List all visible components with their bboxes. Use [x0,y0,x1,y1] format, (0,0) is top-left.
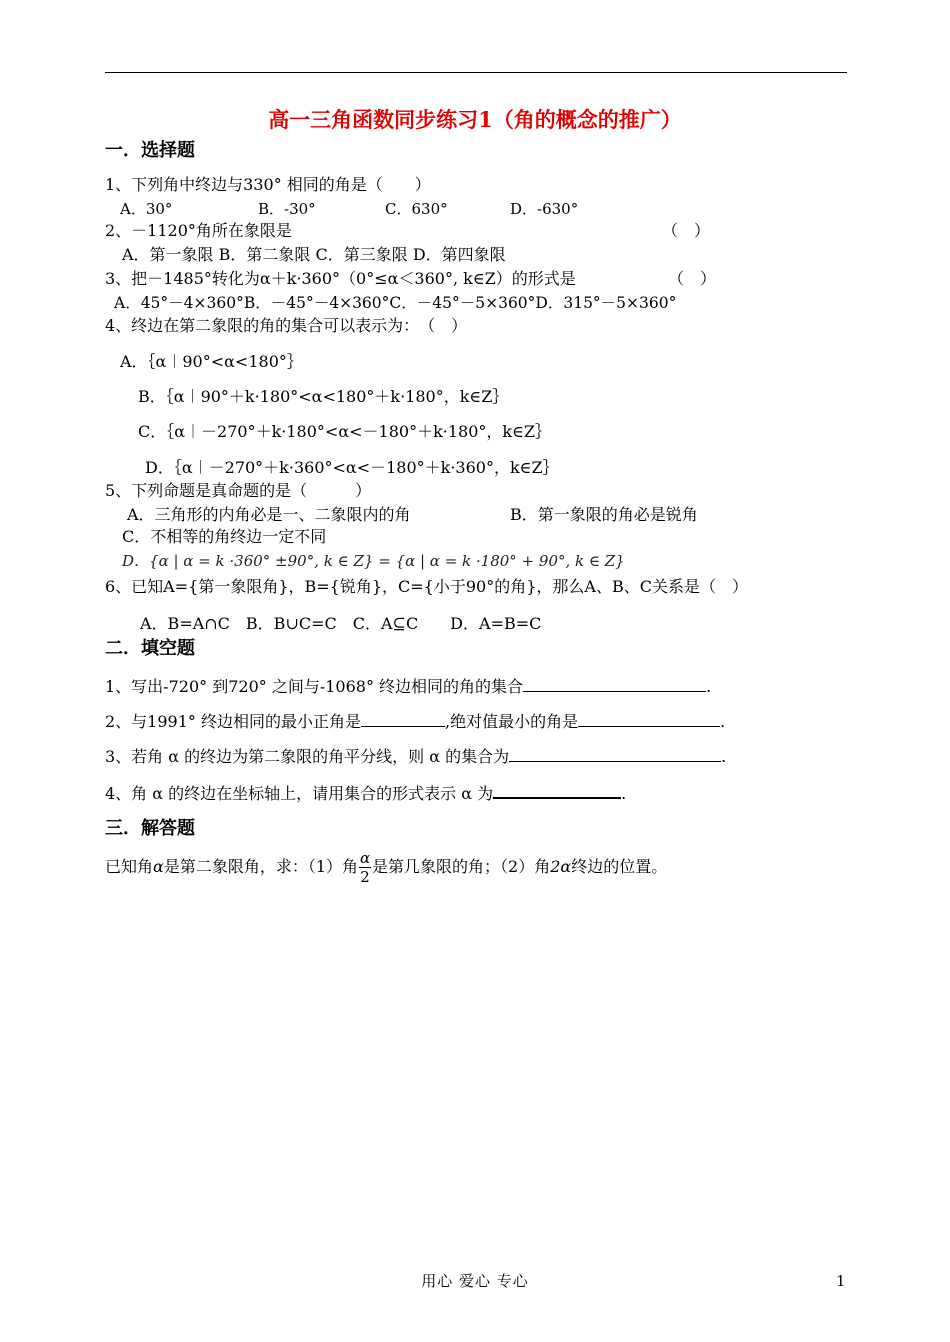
answer-fraction [359,850,371,885]
answer-fraction-denominator: 2 [360,868,370,886]
choice-q4-option-a: A．｛α︱90°<α<180°｝ [120,352,303,371]
fill-q3-period: . [721,747,727,766]
fill-q4 [105,782,626,804]
choice-q4: 4、终边在第二象限的角的集合可以表示为： （ ） [105,316,468,335]
choice-q3-paren: （ ） [668,269,717,288]
footer-text: 用心 爱心 专心 [421,1272,529,1290]
choice-q1-option-a: A．30° [120,200,173,218]
choice-q5-option-d: D．{α | α = k ·360° ±90°, k ∈ Z} = {α | α = k ·180° + 90°, k ∈ Z} [122,552,625,570]
choice-q3-options: A．45°－4×360°B．－45°－4×360°C．－45°－5×360°D．315°－5×360° [114,294,677,312]
choice-q1-option-b: B．-30° [258,200,316,218]
answer-two-alpha: 2α [550,857,572,876]
choice-q1-option-c: C．630° [385,200,448,218]
choice-q5-option-a: A．三角形的内角必是一、二象限内的角 [127,505,411,524]
fill-q2-period: . [720,712,726,731]
fill-q1-blank [523,676,706,692]
fill-q3 [105,746,726,767]
section-answer-heading: 三．解答题 [105,818,195,839]
choice-q5-option-b: B．第一象限的角必是锐角 [510,505,698,524]
answer-text-pre: 已知角 [105,857,154,876]
fill-q2 [105,711,725,732]
fill-q1 [105,676,711,697]
choice-q1: 1、下列角中终边与330° 相同的角是（ ） [105,175,431,194]
answer-text-mid2: 是第几象限的角；（2）角 [372,857,551,876]
fill-q4-text: 4、角 α 的终边在坐标轴上，请用集合的形式表示 α 为 [105,784,494,803]
answer-text-post: 终边的位置。 [571,857,668,876]
answer-fraction-numerator: α [359,849,371,867]
choice-q5: 5、下列命题是真命题的是（ ） [105,481,372,500]
fill-q4-blank [493,782,621,799]
choice-q2-options: A．第一象限 B．第二象限 C．第三象限 D．第四象限 [122,245,506,264]
choice-q4-option-c: C．｛α︱－270°＋k·180°<α<－180°＋k·180°，k∈Z｝ [138,422,552,441]
fill-q2-text-mid: ,绝对值最小的角是 [445,712,579,731]
fill-q4-period: . [621,784,627,803]
fill-q1-text: 1、写出-720° 到720° 之间与-1068° 终边相同的角的集合 [105,677,524,696]
choice-q2: 2、－1120°角所在象限是 [105,221,292,240]
answer-question [105,850,667,885]
fill-q2-blank-2 [578,711,720,727]
choice-q6-options: A．B=A∩C B．B∪C=C C．A⊆C D．A=B=C [140,614,542,633]
fill-q3-blank [509,746,721,762]
fill-q3-text: 3、若角 α 的终边为第二象限的角平分线，则 α 的集合为 [105,747,510,766]
choice-q5-option-c: C．不相等的角终边一定不同 [122,527,327,546]
section-choice-heading: 一．选择题 [105,140,195,161]
fill-q1-period: . [706,677,712,696]
choice-q4-option-b: B．｛α︱90°＋k·180°<α<180°＋k·180°，k∈Z｝ [138,387,509,406]
answer-text-mid1: 是第二象限角，求：（1）角 [163,857,359,876]
fill-q2-blank-1 [361,711,445,727]
choice-q1-option-d: D．-630° [510,200,579,218]
section-fill-heading: 二．填空题 [105,638,195,659]
answer-alpha: α [153,857,164,876]
page-number: 1 [836,1272,846,1290]
fill-q2-text: 2、与1991° 终边相同的最小正角是 [105,712,361,731]
page-title: 高一三角函数同步练习1（角的概念的推广） [268,107,682,132]
choice-q6: 6、已知A={第一象限角}，B={锐角}，C={小于90°的角}，那么A、B、C关系是（ ） [105,577,748,596]
choice-q3: 3、把－1485°转化为α＋k·360°（0°≤α＜360°, k∈Z）的形式是 [105,269,576,288]
choice-q2-paren: （ ） [662,221,711,240]
header-rule [105,72,847,73]
choice-q4-option-d: D．｛α︱－270°＋k·360°<α<－180°＋k·360°，k∈Z｝ [145,458,559,477]
